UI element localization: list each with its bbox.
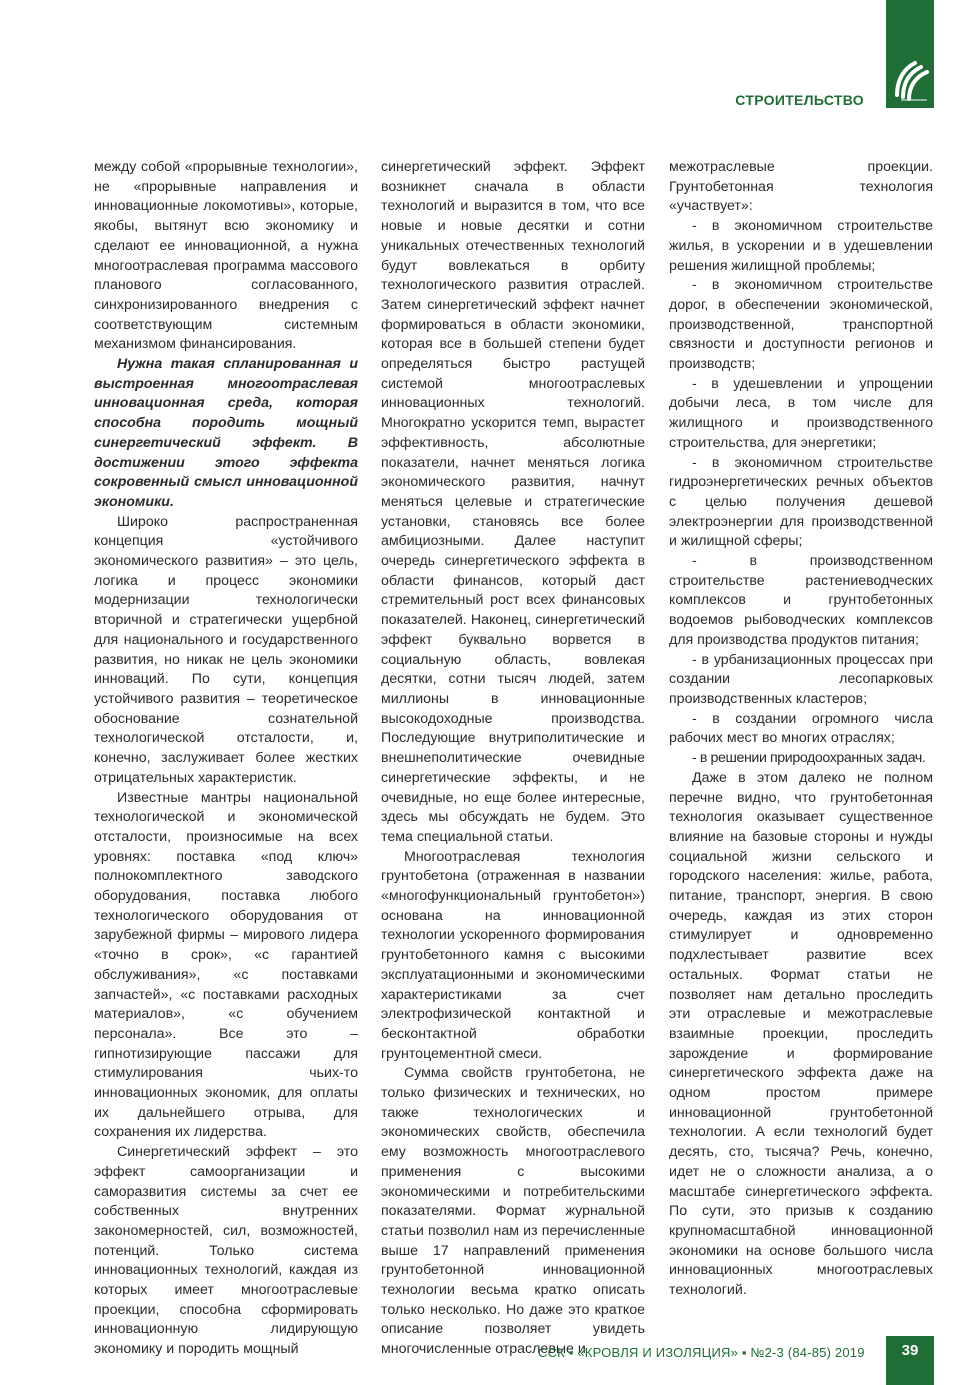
article-column-1 [94, 158, 358, 1360]
list-item: - в производственном строительстве растениеводческих комплексов и грунтобетонных водоемов рыбоводческих комплексов для производства продуктов питания; [669, 553, 933, 648]
list-item: - в создании огромного числа рабочих мест во многих отраслях; [669, 710, 933, 747]
paragraph: Широко распространенная концепция «устойчивого экономического развития» – это цель, логика и процесс экономики модернизации технологически вторичной и стратегически ущербной для национального и государственного развития, но никак не цель экономики инноваций. По сути, концепция устойчивого развития – теоретическое обоснование сознательной технологической отсталости, и, конечно, заслуживает более жестких отрицательных характеристик. [94, 513, 358, 786]
article-column-3 [669, 158, 933, 1301]
list-item: - в экономичном строительстве жилья, в ускорении и в удешевлении решения жилищной проблемы; [669, 218, 933, 274]
page-number: 39 [901, 1342, 919, 1359]
article-column-2 [381, 158, 645, 1360]
section-title: СТРОИТЕЛЬСТВО [735, 92, 864, 108]
list-item: - в решении природоохранных задач. [692, 750, 926, 767]
paragraph: Многоотраслевая технология грунтобетона (отраженная в названии «многофункциональный грунтобетон») основана на инновационной технологии ускоренного формирования грунтобетонного камня с высокими эксплуатационными и экономическими характеристиками за счет электрофизической контактной и бесконтактной обработки грунтоцементной смеси. [381, 848, 645, 1062]
paragraph: Известные мантры национальной технологической и экономической отсталости, произносимые на всех уровнях: поставка «под ключ» полнокомплектного заводского оборудования, поставка любого технологического оборудования от зарубежной фирмы – мирового лидера «точно в срок», «с гарантией обслуживания», «с поставками запчастей», «с поставками расходных материалов», «с обучением персонала». Все это – гипнотизирующие пассажи для стимулирования чьих-то инновационных экономик, для оплаты их дальнейшего отрыва, для сохранения их лидерства. [94, 789, 358, 1141]
paragraph: синергетический эффект. Эффект возникнет сначала в области технологий и выразится в том, что все новые и новые десятки и сотни уникальных отечественных технологий будут вовлекаться в орбиту технологического развития отраслей. Затем синергетический эффект начнет формироваться в области экономики, которая все в большей степени будет определяться быстро растущей системой многоотраслевых инновационных технологий. Многократно ускорится темп, вырастет эффективность, абсолютные показатели, начнет меняться логика экономического развития, начнут меняться целевые и стратегические установки, становясь все более амбициозными. Далее наступит очередь синергетического эффекта в области финансов, который даст стремительный рост всех финансовых показателей. Наконец, синергетический эффект буквально ворвется в социальную область, вовлекая десятки, сотни тысяч людей, затем миллионы в инновационные высокодоходные производства. Последующие внутриполитические и внешнеполитические очевидные синергетические эффекты, и не очевидные, но еще более интересные, здесь мы обсуждать не будем. Это тема специальной статьи. [381, 159, 645, 845]
paragraph: Даже в этом далеко не полном перечне видно, что грунтобетонная технология оказывает существенное влияние на базовые стороны и нужды социальной жизни сельского и городского населения: жилье, работа, питание, транспорт, энергия. В свою очередь, каждая из этих сторон стимулирует и одновременно подхлестывает развитие всех остальных. Формат статьи не позволяет нам детально проследить эти отраслевые и межотраслевые взаимные проекции, проследить зарождение и формирование синергетического эффекта даже на одном простом примере инновационной грунтобетонной технологии. А если технологий будет десять, сто, тысяча? Речь, конечно, идет не о сложности анализа, а о масштабе синергетического эффекта. По сути, это призыв к созданию крупномасштабной инновационной экономики на основе большого числа инновационных многоотраслевых технологий. [669, 769, 933, 1299]
list-item: - в урбанизационных процессах при создании лесопарковых производственных кластеров; [669, 651, 933, 707]
stylized-arcs-logo-icon [891, 55, 929, 103]
paragraph: межотраслевые проекции. Грунтобетонная технология «участвует»: [669, 159, 933, 215]
emphasized-paragraph: Нужна такая спланированная и выстроенная многоотраслевая инновационная среда, которая способна породить мощный синергетический эффект. В достижении этого эффекта сокровенный смысл инновационной экономики. [94, 356, 358, 510]
paragraph: между собой «прорывные технологии», не «прорывные направления и инновационные локомотивы», которые, якобы, вытянут всю экономику и сделают ее инновационной, а нужна многоотраслевая программа массового планового согласованного, синхронизированного внедрения с соответствующим системным механизмом финансирования. [94, 159, 358, 353]
list-item: - в экономичном строительстве гидроэнергетических речных объектов с целью получения дешевой электроэнергии для производственной и жилищной сферы; [669, 454, 933, 550]
paragraph: Синергетический эффект – это эффект самоорганизации и саморазвития системы за счет ее собственных внутренних закономерностей, сил, возможностей, потенций. Только система инновационных технологий, каждая из которых имеет многоотраслевые проекции, способна сформировать инновационную лидирующую экономику и породить мощный [94, 1144, 358, 1358]
list-item: - в удешевлении и упрощении добычи леса, в том числе для жилищного и производственного строительства, для энергетики; [669, 375, 933, 451]
list-item: - в экономичном строительстве дорог, в обеспечении экономической, производственной, транспортной связности и доступности регионов и производств; [669, 277, 933, 373]
publication-footer: ССК ▪ «КРОВЛЯ И ИЗОЛЯЦИЯ» ▪ №2-3 (84-85) 2019 [538, 1345, 865, 1360]
paragraph: Сумма свойств грунтобетона, не только физических и технических, но также технологических и экономических свойств, обеспечила ему возможность многоотраслевого применения с высокими экономическими и потребительскими показателями. Формат журнальной статьи позволил нам из перечисленные выше 17 направлений применения грунтобетонной инновационной технологии весьма кратко описать только несколько. Но даже это краткое описание позволяет увидеть многочисленные отраслевые и [381, 1065, 645, 1358]
